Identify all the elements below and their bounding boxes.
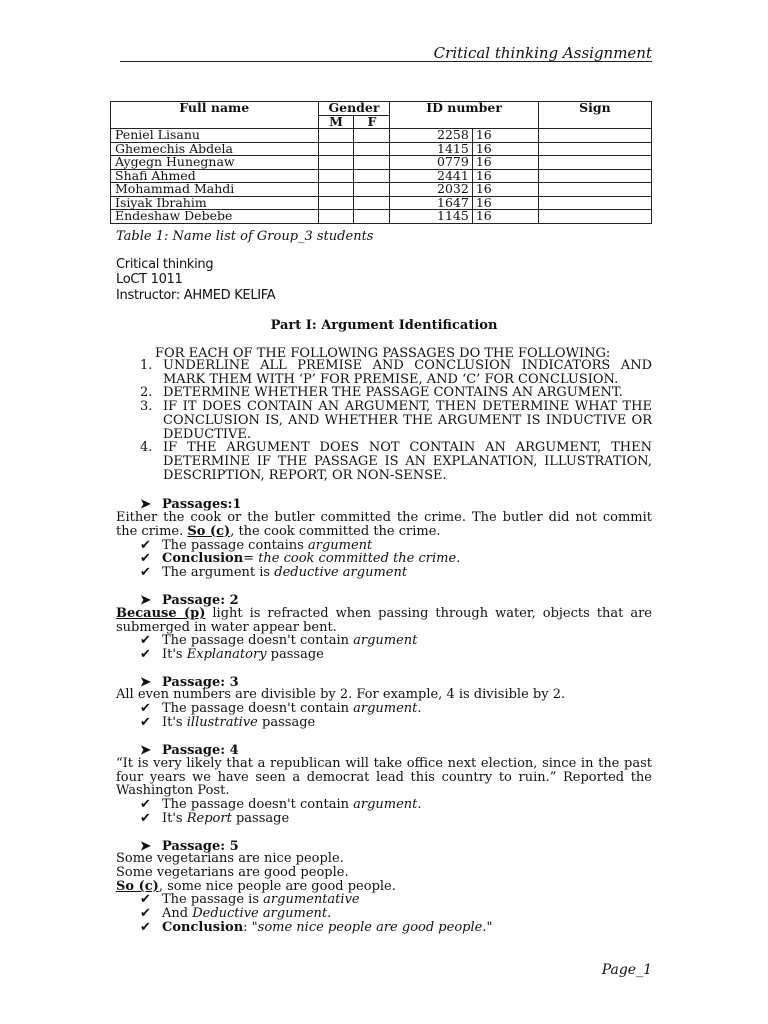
id-number: 0779 (437, 156, 473, 169)
table-row (111, 156, 652, 170)
id-suffix: 16 (475, 167, 492, 183)
passage-3-text: All even numbers are divisible by 2. For example, 4 is divisible by 2. (116, 687, 566, 702)
id-number: 2441 (437, 170, 473, 183)
passage-3-heading: ➤ Passage: 3 (140, 675, 239, 690)
table-header-row (111, 102, 652, 116)
check-icon: ✔ (140, 538, 151, 553)
gender-f-header: F (354, 115, 390, 129)
full-name-header: Full name (111, 102, 319, 129)
id-number: 1145 (437, 210, 473, 223)
list-item (140, 359, 652, 386)
passage-1-answer-2: ✔ Conclusion= the cook committed the crime. (140, 551, 461, 566)
check-icon: ✔ (140, 647, 151, 662)
header-divider (120, 61, 652, 62)
passage-5-line-3: So (c), some nice people are good people. (116, 879, 396, 894)
gender-header: Gender (318, 102, 390, 116)
gender-f-cell (354, 156, 390, 170)
check-icon: ✔ (140, 811, 151, 826)
id-suffix: 16 (475, 154, 492, 169)
gender-f-cell (354, 169, 390, 183)
student-name: Shafi Ahmed (111, 169, 319, 183)
student-name: Aygegn Hunegnaw (111, 156, 319, 170)
check-icon: ✔ (140, 920, 151, 935)
step-text: DETERMINE WHETHER THE PASSAGE CONTAINS AN ARGUMENT. (163, 385, 623, 401)
check-icon: ✔ (140, 551, 151, 566)
step-number: 4. (140, 440, 153, 456)
conclusion-indicator: So (c) (187, 523, 231, 539)
passage-1-answer-3: ✔ The argument is deductive argument (140, 565, 408, 580)
passage-2-answer-1: ✔ The passage doesn't contain argument (140, 633, 418, 648)
part-title: Part I: Argument Identification (270, 318, 498, 333)
step-number: 2. (140, 385, 153, 401)
sign-cell (538, 156, 651, 170)
gender-f-cell (354, 210, 390, 224)
instructions-heading: FOR EACH OF THE FOLLOWING PASSAGES DO THE FOLLOWING: (155, 346, 611, 361)
passage-4-answer-1: ✔ The passage doesn't contain argument. (140, 797, 422, 812)
id-cell (390, 156, 538, 170)
id-number: 1647 (437, 197, 473, 210)
gender-f-cell (354, 196, 390, 210)
arrow-bullet-icon: ➤ (140, 743, 151, 758)
check-icon: ✔ (140, 715, 151, 730)
table-row (111, 210, 652, 224)
list-item (140, 400, 652, 441)
id-suffix: 16 (475, 208, 492, 223)
page-number: Page_1 (601, 962, 652, 978)
course-name: Critical thinking (116, 257, 214, 272)
step-text: IF THE ARGUMENT DOES NOT CONTAIN AN ARGUMENT, THEN DETERMINE IF THE PASSAGE IS AN EXPLANATION, ILLUSTRATION, DESCRIPTION, REPORT, OR NON-SENSE. (163, 440, 652, 483)
arrow-bullet-icon: ➤ (140, 593, 151, 608)
passage-2-text: Because (p) light is refracted when passing through water, objects that are submerged in water appear bent. (116, 606, 652, 635)
passage-5-answer-2: ✔ And Deductive argument. (140, 906, 332, 921)
student-name: Isiyak Ibrahim (111, 196, 319, 210)
check-icon: ✔ (140, 633, 151, 648)
group-roster-table (110, 101, 652, 224)
step-number: 3. (140, 399, 153, 415)
step-text: IF IT DOES CONTAIN AN ARGUMENT, THEN DETERMINE WHAT THE CONCLUSION IS, AND WHETHER THE ARGUMENT IS INDUCTIVE OR DEDUCTIVE. (163, 399, 652, 442)
arrow-bullet-icon: ➤ (140, 675, 151, 690)
check-icon: ✔ (140, 701, 151, 716)
id-number-header: ID number (390, 102, 538, 129)
gender-m-cell (318, 183, 354, 197)
student-name: Peniel Lisanu (111, 129, 319, 143)
check-icon: ✔ (140, 906, 151, 921)
gender-f-cell (354, 142, 390, 156)
table-caption: Table 1: Name list of Group_3 students (116, 229, 374, 244)
sign-cell (538, 183, 651, 197)
passage-2-answer-2: ✔ It's Explanatory passage (140, 647, 324, 662)
conclusion-indicator: So (c) (116, 879, 159, 894)
id-suffix: 16 (475, 140, 492, 156)
gender-m-cell (318, 169, 354, 183)
student-name: Mohammad Mahdi (111, 183, 319, 197)
gender-m-cell (318, 196, 354, 210)
passage-5-line-2: Some vegetarians are good people. (116, 865, 349, 880)
sign-cell (538, 142, 651, 156)
instructor-name: Instructor: AHMED KELIFA (116, 288, 276, 303)
passage-1-text: Either the cook or the butler committed the crime. The butler did not commit the crime. So (c), the cook committed the crime. (116, 510, 652, 539)
id-cell (390, 210, 538, 224)
id-number: 2032 (437, 183, 473, 196)
check-icon: ✔ (140, 797, 151, 812)
gender-m-cell (318, 142, 354, 156)
sign-cell (538, 210, 651, 224)
passage-1-answer-1: ✔ The passage contains argument (140, 538, 373, 553)
id-number: 1415 (437, 143, 473, 156)
gender-m-header: M (318, 115, 354, 129)
id-number: 2258 (437, 129, 473, 142)
passage-2-heading: ➤ Passage: 2 (140, 593, 239, 608)
course-code: LoCT 1011 (116, 272, 183, 287)
premise-indicator: Because (p) (116, 606, 206, 621)
passage-4-heading: ➤ Passage: 4 (140, 743, 239, 758)
check-icon: ✔ (140, 892, 151, 907)
passage-5-answer-1: ✔ The passage is argumentative (140, 892, 360, 907)
gender-m-cell (318, 210, 354, 224)
passage-5-heading: ➤ Passage: 5 (140, 839, 239, 854)
gender-m-cell (318, 129, 354, 143)
step-number: 1. (140, 358, 153, 373)
id-suffix: 16 (475, 194, 492, 210)
passage-5-line-1: Some vegetarians are nice people. (116, 851, 344, 866)
instruction-steps (140, 359, 652, 482)
passage-3-answer-1: ✔ The passage doesn't contain argument. (140, 701, 422, 716)
table-row (111, 129, 652, 143)
id-cell (390, 183, 538, 197)
passage-5-answer-3: ✔ Conclusion: "some nice people are good people." (140, 920, 493, 935)
list-item (140, 441, 652, 482)
step-text: UNDERLINE ALL PREMISE AND CONCLUSION INDICATORS AND MARK THEM WITH ‘P’ FOR PREMISE, AND ‘C’ FOR CONCLUSION. (163, 358, 652, 387)
gender-m-cell (318, 156, 354, 170)
sign-cell (538, 169, 651, 183)
student-name: Ghemechis Abdela (111, 142, 319, 156)
passage-4-answer-2: ✔ It's Report passage (140, 811, 290, 826)
id-suffix: 16 (475, 181, 492, 196)
passage-3-answer-2: ✔ It's illustrative passage (140, 715, 316, 730)
sign-header: Sign (538, 102, 651, 129)
gender-f-cell (354, 129, 390, 143)
passage-1-heading: ➤ Passages:1 (140, 497, 242, 512)
id-suffix: 16 (475, 127, 492, 142)
list-item (140, 386, 652, 400)
arrow-bullet-icon: ➤ (140, 839, 151, 854)
passage-4-text: “It is very likely that a republican will take office next election, since in the past four years we have seen a democrat lead this country to ruin.” Reported the Washington Post. (116, 756, 652, 799)
check-icon: ✔ (140, 565, 151, 580)
arrow-bullet-icon: ➤ (140, 497, 151, 512)
id-cell (390, 129, 538, 143)
table-row (111, 183, 652, 197)
gender-f-cell (354, 183, 390, 197)
document-header-title: Critical thinking Assignment (433, 44, 652, 62)
student-name: Endeshaw Debebe (111, 210, 319, 224)
sign-cell (538, 196, 651, 210)
sign-cell (538, 129, 651, 143)
